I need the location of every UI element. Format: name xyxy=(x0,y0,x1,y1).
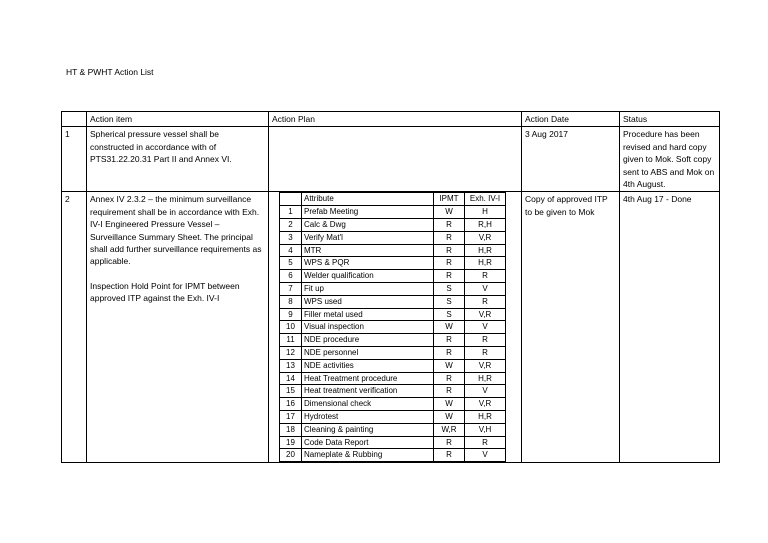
surveillance-row xyxy=(280,436,506,449)
surv-num: 4 xyxy=(280,244,302,257)
surv-num: 8 xyxy=(280,295,302,308)
surv-ipmt: R xyxy=(434,372,465,385)
surv-num: 11 xyxy=(280,334,302,347)
surv-exh: R xyxy=(465,270,506,283)
surv-exh: R xyxy=(465,347,506,360)
surv-num: 3 xyxy=(280,231,302,244)
surv-exh: H,R xyxy=(465,244,506,257)
action-item-paragraph: Inspection Hold Point for IPMT between approved ITP against the Exh. IV-I xyxy=(90,280,240,304)
header-action-item: Action item xyxy=(87,112,269,127)
row-status xyxy=(620,127,720,192)
header-action-plan: Action Plan xyxy=(269,112,522,127)
surv-attribute: Heat treatment verification xyxy=(302,385,434,398)
surv-attribute: MTR xyxy=(302,244,434,257)
row-action-date: 3 Aug 2017 xyxy=(522,127,620,192)
surv-exh: R xyxy=(465,436,506,449)
surveillance-row xyxy=(280,321,506,334)
surv-exh: H,R xyxy=(465,410,506,423)
surv-exh: H,R xyxy=(465,257,506,270)
surv-num: 7 xyxy=(280,283,302,296)
page-title: HT & PWHT Action List xyxy=(66,67,154,77)
surv-exh: R xyxy=(465,295,506,308)
surv-exh: R xyxy=(465,334,506,347)
surveillance-row xyxy=(280,308,506,321)
surv-num: 1 xyxy=(280,206,302,219)
surv-exh: H,R xyxy=(465,372,506,385)
surv-ipmt: R xyxy=(434,436,465,449)
surv-exh: V xyxy=(465,385,506,398)
surv-ipmt: R xyxy=(434,219,465,232)
surveillance-row xyxy=(280,385,506,398)
header-status: Status xyxy=(620,112,720,127)
surveillance-row xyxy=(280,219,506,232)
surv-ipmt: W xyxy=(434,321,465,334)
surv-num: 16 xyxy=(280,398,302,411)
surveillance-row xyxy=(280,334,506,347)
surv-num: 10 xyxy=(280,321,302,334)
surveillance-header-row xyxy=(280,193,506,206)
surveillance-row xyxy=(280,449,506,462)
surv-attribute: Nameplate & Rubbing xyxy=(302,449,434,462)
surv-num: 18 xyxy=(280,423,302,436)
surv-num: 12 xyxy=(280,347,302,360)
surv-num: 6 xyxy=(280,270,302,283)
surv-exh: V xyxy=(465,283,506,296)
row-num: 2 xyxy=(62,192,87,463)
surv-ipmt: W xyxy=(434,410,465,423)
table-header-row xyxy=(62,112,720,127)
surveillance-row xyxy=(280,257,506,270)
row-num: 1 xyxy=(62,127,87,192)
row-action-plan xyxy=(269,127,522,192)
header-num xyxy=(62,112,87,127)
surv-attribute: Dimensional check xyxy=(302,398,434,411)
surv-num: 19 xyxy=(280,436,302,449)
surv-attribute: Verify Mat'l xyxy=(302,231,434,244)
surv-attribute: NDE personnel xyxy=(302,347,434,360)
status-text: Procedure has been revised and hard copy given to Mok. Soft copy sent to ABS and Mok on 4th August. xyxy=(623,129,715,190)
surv-ipmt: R xyxy=(434,257,465,270)
surv-num: 14 xyxy=(280,372,302,385)
surv-num: 17 xyxy=(280,410,302,423)
surveillance-row xyxy=(280,359,506,372)
surv-ipmt: R xyxy=(434,347,465,360)
surveillance-row xyxy=(280,423,506,436)
action-list-table xyxy=(61,111,720,463)
surv-attribute: Filler metal used xyxy=(302,308,434,321)
surv-attribute: NDE procedure xyxy=(302,334,434,347)
surv-exh: V,R xyxy=(465,398,506,411)
row-action-item: Spherical pressure vessel shall be constructed in accordance with of PTS31.22.20.31 Part II and Annex VI. xyxy=(87,127,269,192)
surveillance-row xyxy=(280,410,506,423)
row-status: 4th Aug 17 - Done xyxy=(620,192,720,463)
surv-ipmt: R xyxy=(434,334,465,347)
surveillance-row xyxy=(280,347,506,360)
surv-attribute: WPS used xyxy=(302,295,434,308)
surv-ipmt: S xyxy=(434,295,465,308)
surv-attribute: Code Data Report xyxy=(302,436,434,449)
surv-ipmt: W xyxy=(434,359,465,372)
surv-attribute: Welder qualification xyxy=(302,270,434,283)
surv-ipmt: S xyxy=(434,308,465,321)
row-action-plan xyxy=(269,192,522,463)
surv-exh: V,R xyxy=(465,308,506,321)
surv-exh: V,H xyxy=(465,423,506,436)
surv-header-exh: Exh. IV-I xyxy=(465,193,506,206)
surv-exh: H xyxy=(465,206,506,219)
surv-num: 20 xyxy=(280,449,302,462)
surv-num: 9 xyxy=(280,308,302,321)
surv-ipmt: R xyxy=(434,385,465,398)
surv-num: 2 xyxy=(280,219,302,232)
surv-ipmt: W,R xyxy=(434,423,465,436)
surv-ipmt: R xyxy=(434,449,465,462)
surv-num: 15 xyxy=(280,385,302,398)
action-item-paragraph: Annex IV 2.3.2 – the minimum surveillance requirement shall be in accordance with Exh. IV-I Engineered Pressure Vessel – Surveillance Summary Sheet. The principal shall add further surveillance requirements as applicable. xyxy=(90,194,262,267)
surv-attribute: WPS & PQR xyxy=(302,257,434,270)
surv-ipmt: R xyxy=(434,244,465,257)
surveillance-row xyxy=(280,295,506,308)
surv-attribute: NDE activities xyxy=(302,359,434,372)
surv-ipmt: W xyxy=(434,206,465,219)
surv-exh: V xyxy=(465,321,506,334)
row-action-date: Copy of approved ITP to be given to Mok xyxy=(522,192,620,463)
surv-ipmt: R xyxy=(434,270,465,283)
surv-attribute: Prefab Meeting xyxy=(302,206,434,219)
surv-ipmt: W xyxy=(434,398,465,411)
surveillance-row xyxy=(280,231,506,244)
surv-exh: V xyxy=(465,449,506,462)
header-action-date: Action Date xyxy=(522,112,620,127)
surveillance-table xyxy=(279,192,506,462)
surv-header-ipmt: IPMT xyxy=(434,193,465,206)
surv-attribute: Visual inspection xyxy=(302,321,434,334)
surv-attribute: Hydrotest xyxy=(302,410,434,423)
surv-header-num xyxy=(280,193,302,206)
surveillance-row xyxy=(280,244,506,257)
surv-num: 5 xyxy=(280,257,302,270)
surveillance-row xyxy=(280,283,506,296)
table-row xyxy=(62,192,720,463)
surv-header-attribute: Attribute xyxy=(302,193,434,206)
surveillance-row xyxy=(280,206,506,219)
surv-exh: R,H xyxy=(465,219,506,232)
row-action-item xyxy=(87,192,269,463)
surv-attribute: Fit up xyxy=(302,283,434,296)
surveillance-row xyxy=(280,372,506,385)
surv-attribute: Cleaning & painting xyxy=(302,423,434,436)
surv-ipmt: S xyxy=(434,283,465,296)
surveillance-row xyxy=(280,398,506,411)
surv-exh: V,R xyxy=(465,359,506,372)
table-row xyxy=(62,127,720,192)
surv-attribute: Heat Treatment procedure xyxy=(302,372,434,385)
surv-exh: V,R xyxy=(465,231,506,244)
surv-ipmt: R xyxy=(434,231,465,244)
surv-attribute: Calc & Dwg xyxy=(302,219,434,232)
surveillance-row xyxy=(280,270,506,283)
surv-num: 13 xyxy=(280,359,302,372)
